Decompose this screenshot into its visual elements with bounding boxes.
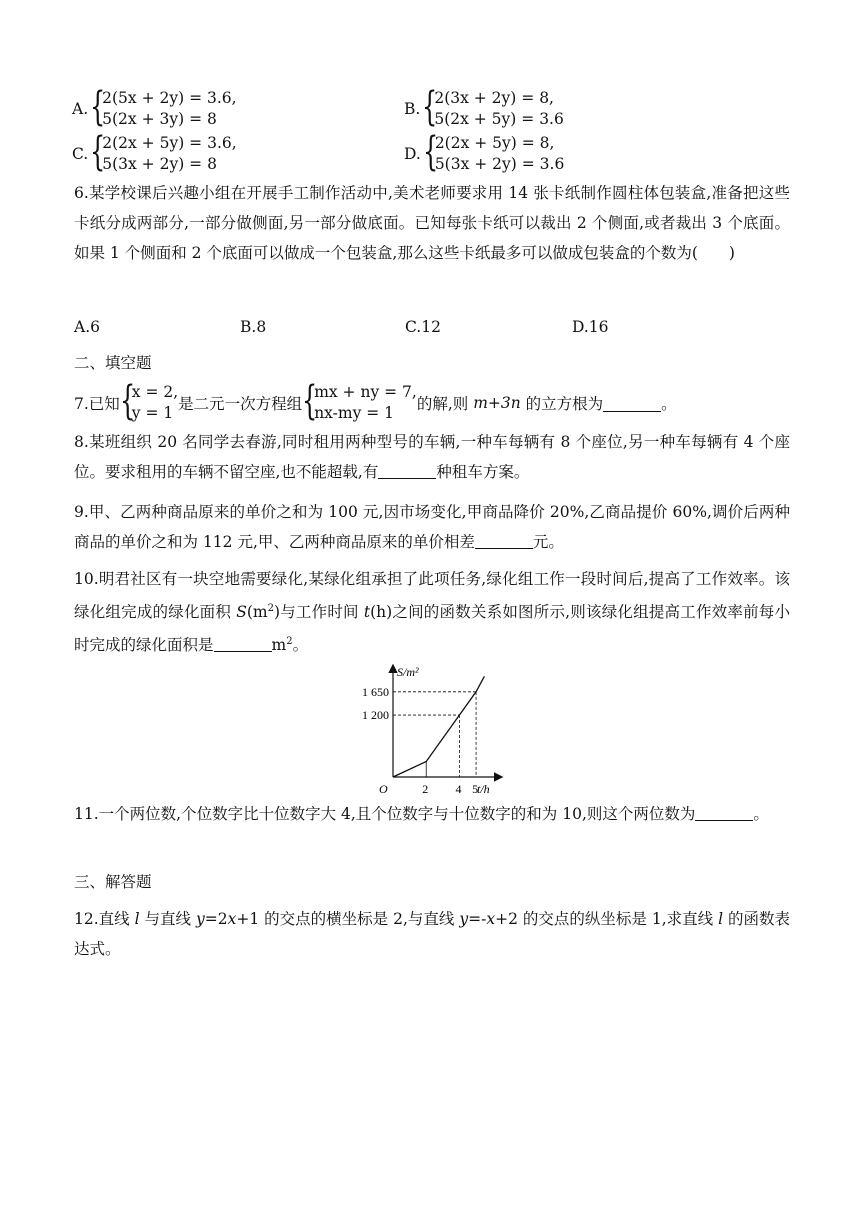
equation-line: 5(3x + 2y) = 8 [102, 155, 217, 173]
q12-f: +2 的交点的纵坐标是 1,求直线 [495, 910, 719, 928]
equation-line: mx + ny = 7, [314, 383, 417, 401]
q6-choice-a[interactable]: A.6 [74, 318, 100, 336]
q10-end: 。 [292, 636, 309, 655]
q12-x: x [486, 910, 496, 928]
x-tick-label: 2 [422, 782, 429, 796]
brace-icon: { [119, 378, 136, 424]
q10-text-a: 10.明君社区有一块空地需要绿化,某绿化组承担了此项任务,绿化组工作一段时间后,提高了工作效率。该绿化组完成的绿化面积 [74, 570, 790, 622]
q5-option-b[interactable] [404, 84, 564, 130]
question-12 [74, 904, 790, 964]
q7-suffix-b: 的立方根为 [520, 395, 604, 413]
section-heading-fill-in: 二、填空题 [74, 354, 152, 372]
q6-choice-c[interactable]: C.12 [405, 318, 441, 336]
q10-unit-sup: 2 [286, 636, 293, 648]
q6-choice-b[interactable]: B.8 [240, 318, 267, 336]
q8-end: 种租车方案。 [436, 463, 530, 481]
answer-blank[interactable] [214, 635, 272, 652]
q6-choice-d[interactable]: D.16 [572, 318, 609, 336]
answer-blank[interactable] [603, 395, 661, 412]
q12-y: y [459, 910, 469, 928]
q10-unit: m [271, 636, 287, 655]
q12-c: =2 [204, 910, 228, 928]
answer-blank[interactable] [475, 532, 533, 549]
equation-line: x = 2, [131, 383, 179, 401]
equation-line: 2(3x + 2y) = 8, [434, 89, 554, 107]
q10-sup: 2 [267, 603, 274, 614]
option-label: D. [404, 145, 421, 163]
equation-line: 2(2x + 5y) = 3.6, [102, 134, 237, 152]
equation-line: nx-my = 1 [314, 404, 395, 422]
option-label: C. [72, 145, 89, 163]
equation-line: 5(2x + 5y) = 3.6 [434, 110, 564, 128]
q12-d: +1 的交点的横坐标是 2,与直线 [236, 910, 460, 928]
q12-l: l [134, 910, 140, 928]
equation-line: 5(2x + 3y) = 8 [102, 110, 217, 128]
q10-text-c: )与工作时间 [273, 603, 364, 622]
brace-icon: { [422, 84, 438, 130]
q11-end: 。 [753, 805, 769, 823]
q7-prefix: 7.已知 [74, 395, 120, 413]
area-time-graph [345, 660, 515, 800]
q10-text-d: (h)之间的函数关系如图所示,则该绿化组提高工作效率前每小时完成的绿化面积是 [74, 603, 790, 655]
q5-option-c[interactable] [72, 129, 237, 175]
q12-b: 与直线 [139, 910, 196, 928]
q10-var-t: t [363, 603, 371, 622]
y-tick-label: 1 650 [362, 684, 389, 699]
q12-l: l [718, 910, 724, 928]
q12-g: 的函数表达式。 [74, 910, 791, 958]
q12-a: 12.直线 [74, 910, 135, 928]
section-heading-solve: 三、解答题 [74, 873, 152, 891]
q9-end: 元。 [532, 533, 564, 551]
q7-suffix-a: 的解,则 [416, 395, 474, 413]
q10-var-s: S [236, 603, 247, 622]
equation-line: y = 1 [131, 404, 174, 422]
q9-text: 9.甲、乙两种商品原来的单价之和为 100 元,因市场变化,甲商品降价 20%,乙商品提价 60%,调价后两种商品的单价之和为 112 元,甲、乙两种商品原来的单价相差 [74, 503, 790, 551]
q8-text: 8.某班组织 20 名同学去春游,同时租用两种型号的车辆,一种车每辆有 8 个座位,另一种车每辆有 4 个座位。要求租用的车辆不留空座,也不能超载,有 [74, 433, 790, 481]
question-11 [74, 799, 790, 829]
answer-blank[interactable] [378, 462, 436, 479]
equation-line: 2(2x + 5y) = 8, [434, 134, 555, 152]
option-label: B. [404, 100, 421, 118]
brace-icon: { [302, 378, 318, 424]
q5-option-a[interactable] [72, 84, 237, 130]
brace-icon: { [422, 129, 439, 175]
x-tick-label: 5 [472, 782, 479, 796]
y-axis-label: S/m² [397, 665, 419, 679]
origin-label: O [379, 782, 388, 796]
brace-icon: { [90, 84, 106, 130]
q12-e: =- [468, 910, 487, 928]
question-10 [74, 564, 790, 660]
x-axis-label: t/h [477, 782, 490, 796]
q7-end: 。 [661, 395, 677, 413]
q12-y: y [195, 910, 205, 928]
q10-text-b: (m [246, 603, 268, 622]
y-tick-label: 1 200 [362, 708, 389, 723]
q11-text: 11.一个两位数,个位数字比十位数字大 4,且个位数字与十位数字的和为 10,则这个两位数为 [74, 805, 696, 823]
brace-icon: { [90, 129, 106, 175]
q7-middle: 是二元一次方程组 [178, 395, 303, 413]
option-label: A. [72, 100, 89, 118]
q7-expression: m+3n [473, 394, 521, 412]
question-7 [74, 378, 677, 424]
x-tick-label: 4 [455, 782, 462, 796]
question-9 [74, 497, 790, 557]
question-6-text: 6.某学校课后兴趣小组在开展手工制作活动中,美术老师要求用 14 张卡纸制作圆柱体包装盒,准备把这些卡纸分成两部分,一部分做侧面,另一部分做底面。已知每张卡纸可以裁出 2 个侧面,或者裁出 3 个底面。如果 1 个侧面和 2 个底面可以做成一个包装盒,那么这些卡纸最多可以做成包装盒的个数为( ) [74, 184, 790, 262]
equation-line: 2(5x + 2y) = 3.6, [102, 89, 237, 107]
answer-blank[interactable] [695, 804, 753, 821]
q5-option-d[interactable] [404, 129, 565, 175]
q12-x: x [227, 910, 237, 928]
question-8 [74, 427, 790, 487]
equation-line: 5(3x + 2y) = 3.6 [434, 155, 565, 173]
